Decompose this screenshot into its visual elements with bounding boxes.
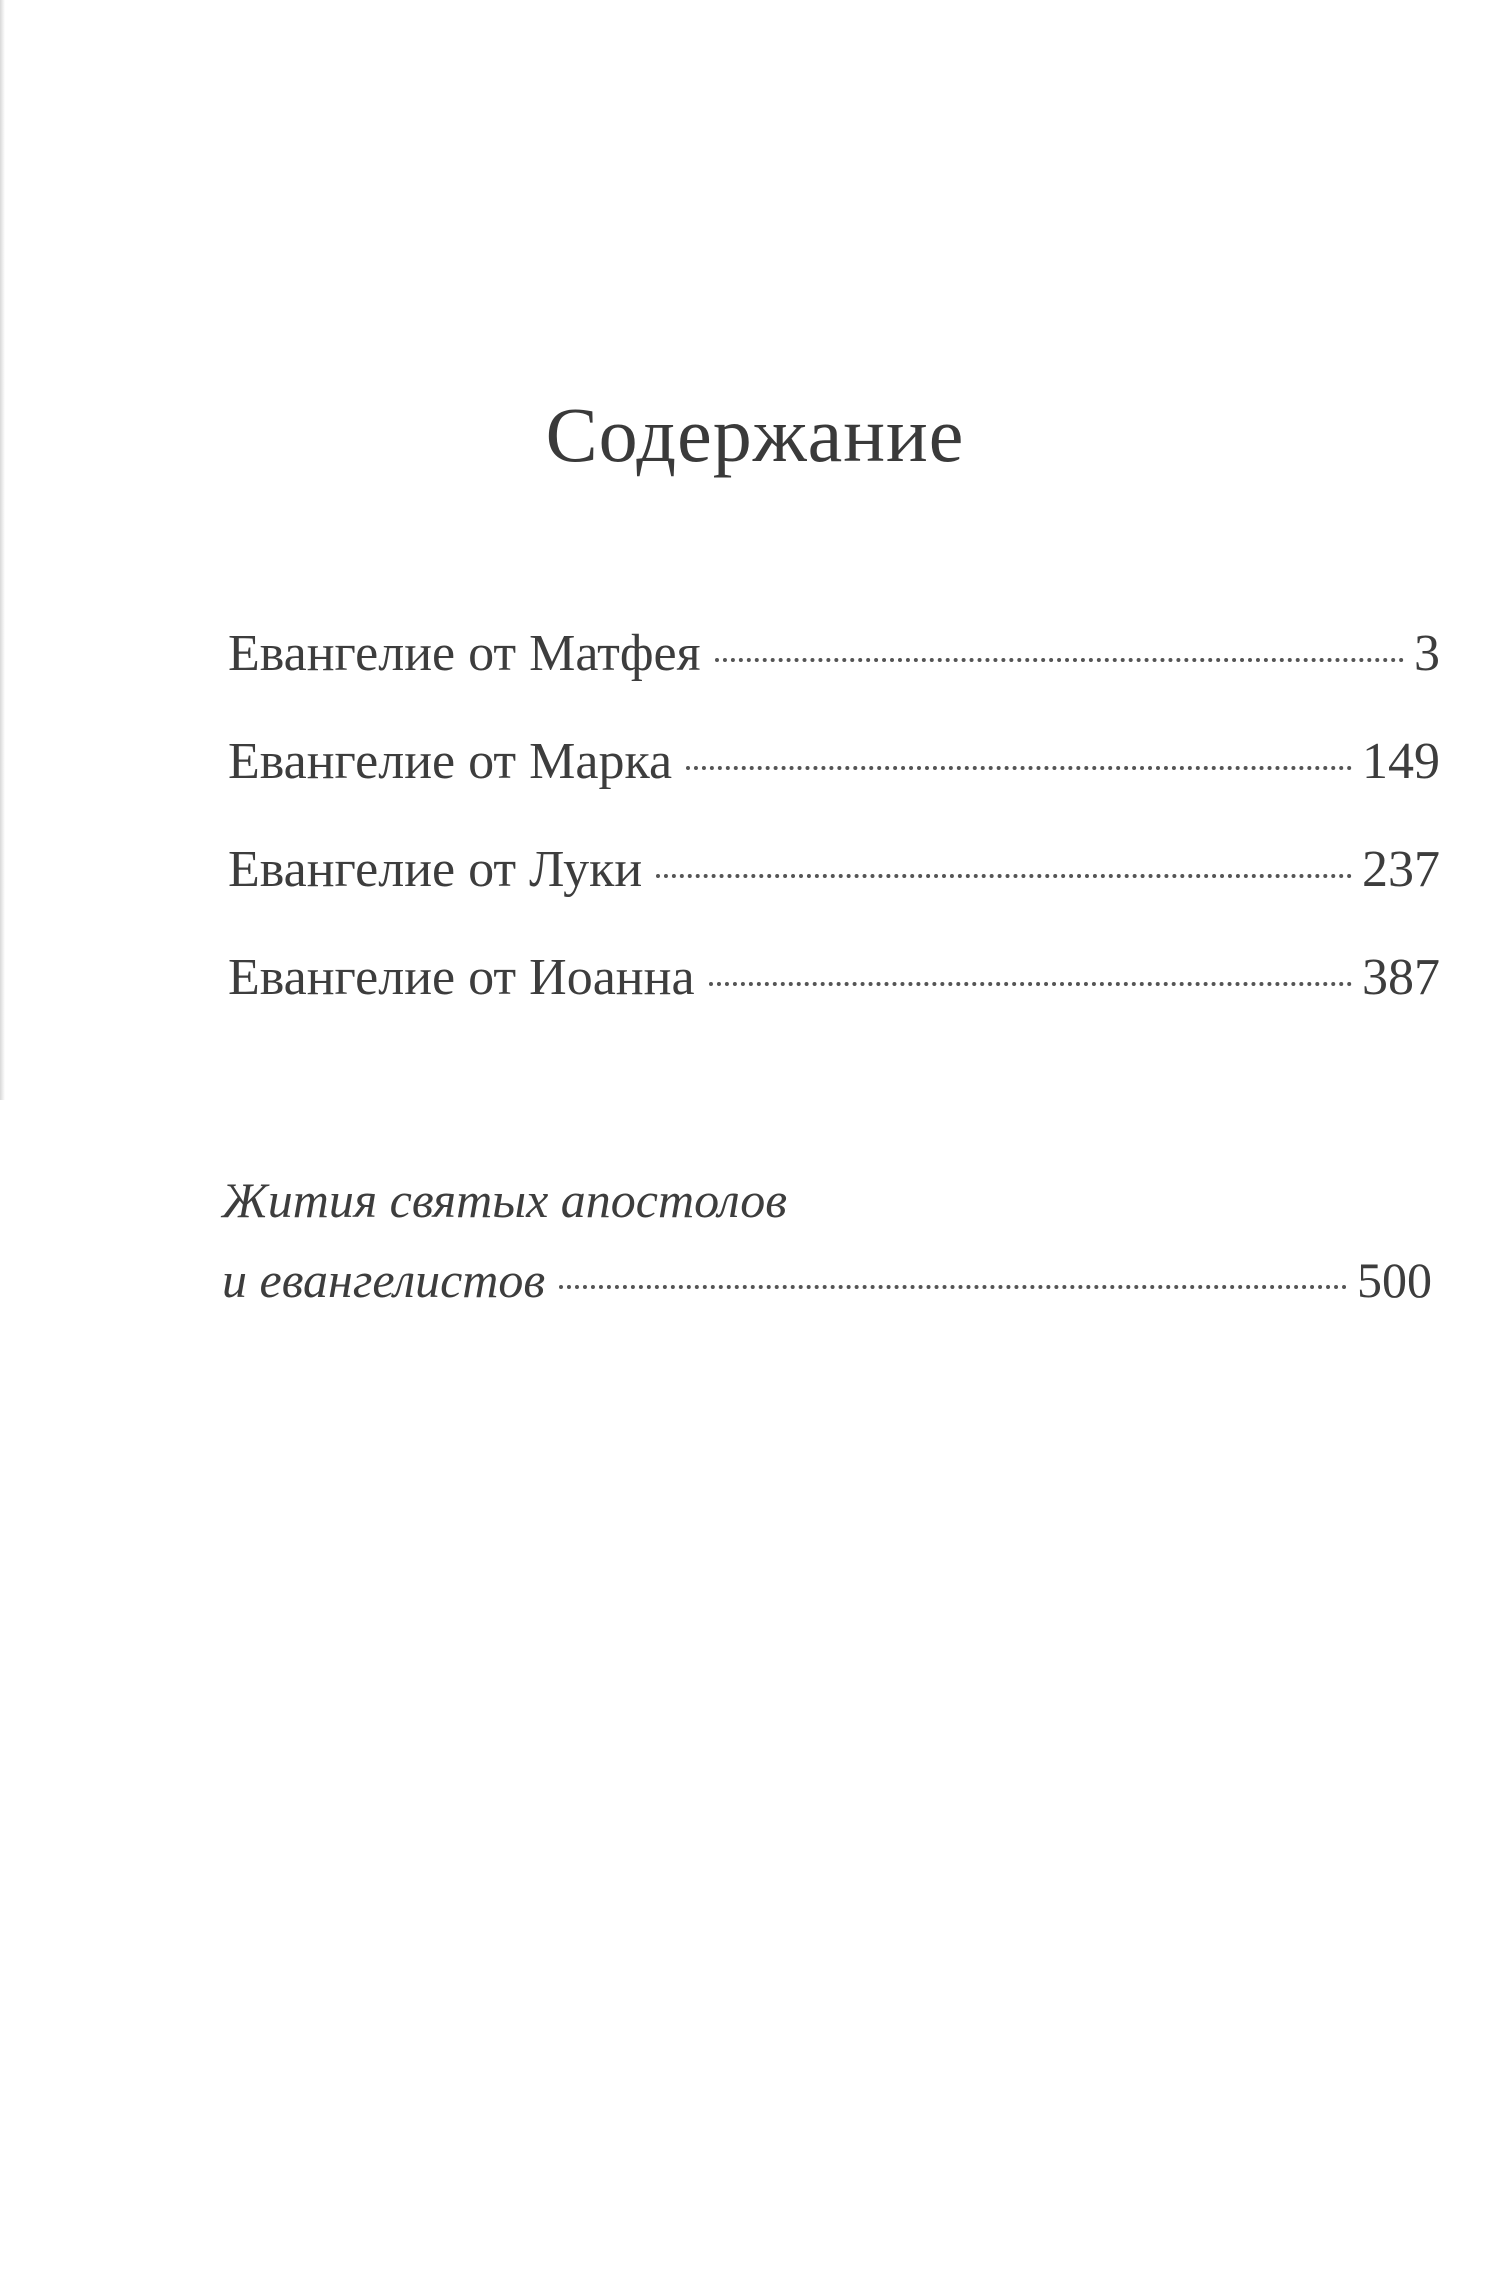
toc-entry[interactable] bbox=[228, 600, 1440, 708]
toc-appendix-entry[interactable] bbox=[222, 1160, 1432, 1320]
dot-leader bbox=[709, 982, 1352, 986]
toc-entry-page: 149 bbox=[1362, 733, 1440, 790]
toc-entry-page: 3 bbox=[1414, 625, 1440, 682]
table-of-contents bbox=[228, 600, 1440, 1032]
toc-entry[interactable] bbox=[228, 924, 1440, 1032]
appendix-page: 500 bbox=[1357, 1252, 1432, 1308]
dot-leader bbox=[656, 874, 1352, 878]
dot-leader bbox=[559, 1285, 1347, 1289]
toc-entry-title: Евангелие от Иоанна bbox=[228, 949, 695, 1006]
toc-entry[interactable] bbox=[228, 816, 1440, 924]
toc-entry-page: 387 bbox=[1362, 949, 1440, 1006]
dot-leader bbox=[715, 658, 1404, 662]
page-title: Содержание bbox=[545, 391, 965, 478]
toc-entry[interactable] bbox=[228, 708, 1440, 816]
appendix-title-row bbox=[222, 1240, 1432, 1320]
page-edge-shadow bbox=[0, 0, 5, 1100]
toc-entry-title: Евангелие от Матфея bbox=[228, 625, 701, 682]
toc-entry-title: Евангелие от Луки bbox=[228, 841, 643, 898]
appendix-title-line1: Жития святых апостолов bbox=[222, 1172, 787, 1228]
toc-entry-title: Евангелие от Марка bbox=[228, 733, 673, 790]
dot-leader bbox=[686, 766, 1352, 770]
appendix-title-line2: и евангелистов bbox=[222, 1252, 546, 1308]
toc-entry-page: 237 bbox=[1362, 841, 1440, 898]
